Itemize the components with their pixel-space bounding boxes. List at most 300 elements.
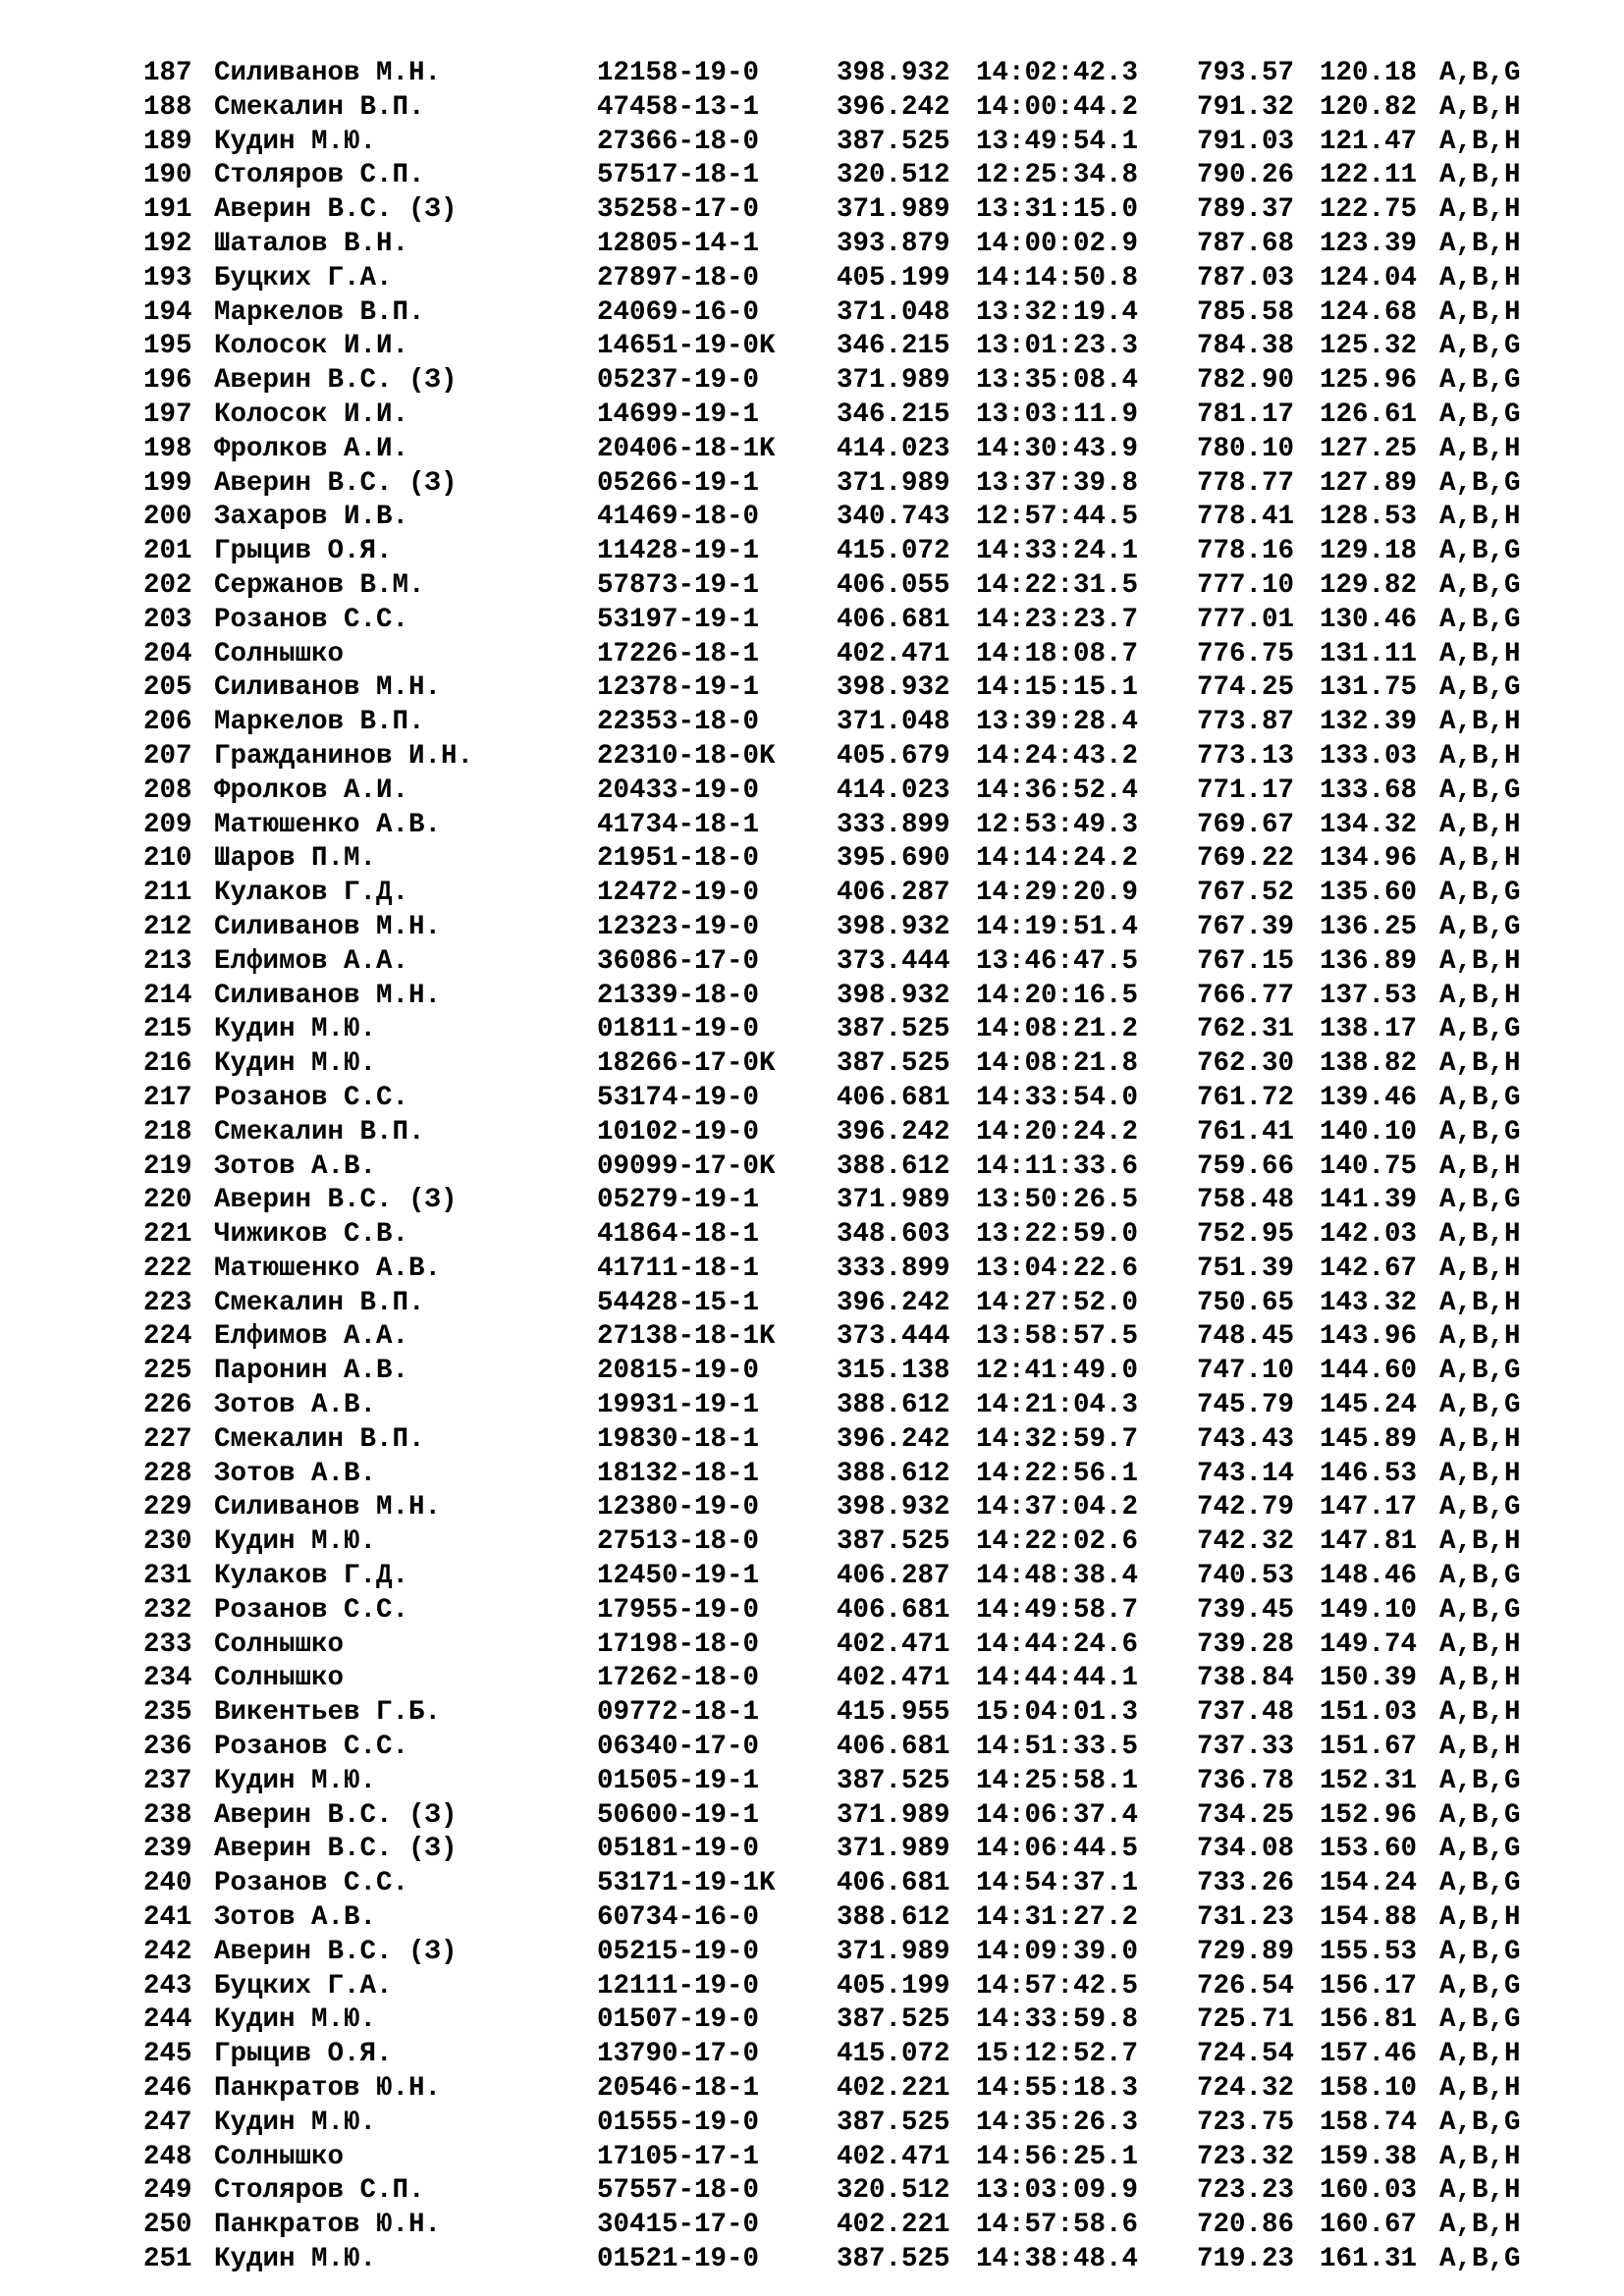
distance-cell: 402.471 — [837, 638, 950, 669]
distance-cell: 371.989 — [837, 1834, 950, 1865]
groups-cell: A,B,G — [1439, 1765, 1521, 1796]
coefficient-cell: 129.18 — [1320, 536, 1418, 567]
distance-cell: 396.242 — [837, 1423, 950, 1455]
speed-cell: 769.22 — [1197, 843, 1295, 875]
coefficient-cell: 151.67 — [1320, 1732, 1418, 1763]
speed-cell: 726.54 — [1197, 1970, 1295, 2002]
fancier-name-cell: Колосок И.И. — [214, 399, 409, 430]
table-row — [143, 2003, 1557, 2038]
ring-number-cell: 41734-18-1 — [597, 809, 760, 840]
fancier-name-cell: Столяров С.П. — [214, 2175, 425, 2207]
speed-cell: 745.79 — [1197, 1390, 1295, 1421]
groups-cell: A,B,H — [1439, 296, 1521, 328]
place-cell: 246 — [143, 2073, 192, 2105]
fancier-name-cell: Розанов С.С. — [214, 604, 409, 635]
speed-cell: 742.32 — [1197, 1526, 1295, 1558]
fancier-name-cell: Аверин В.С. (З) — [214, 1799, 458, 1831]
place-cell: 193 — [143, 262, 192, 294]
table-row — [143, 740, 1557, 774]
groups-cell: A,B,G — [1439, 1356, 1521, 1387]
place-cell: 201 — [143, 536, 192, 567]
table-row — [143, 91, 1557, 126]
speed-cell: 793.57 — [1197, 58, 1295, 88]
fancier-name-cell: Силиванов М.Н. — [214, 58, 442, 88]
fancier-name-cell: Гражданинов И.Н. — [214, 740, 474, 772]
table-row — [143, 1116, 1557, 1150]
speed-cell: 762.30 — [1197, 1048, 1295, 1080]
ring-number-cell: 50600-19-1 — [597, 1799, 760, 1831]
arrival-time-cell: 12:25:34.8 — [976, 160, 1139, 191]
speed-cell: 780.10 — [1197, 433, 1295, 464]
place-cell: 188 — [143, 91, 192, 123]
arrival-time-cell: 14:56:25.1 — [976, 2141, 1139, 2172]
speed-cell: 791.03 — [1197, 126, 1295, 157]
fancier-name-cell: Солнышко — [214, 1663, 345, 1694]
arrival-time-cell: 14:14:50.8 — [976, 262, 1139, 294]
groups-cell: A,B,H — [1439, 1902, 1521, 1934]
arrival-time-cell: 14:30:43.9 — [976, 433, 1139, 464]
place-cell: 236 — [143, 1732, 192, 1763]
groups-cell: A,B,H — [1439, 228, 1521, 259]
speed-cell: 758.48 — [1197, 1185, 1295, 1216]
fancier-name-cell: Колосок И.И. — [214, 331, 409, 362]
groups-cell: A,B,H — [1439, 91, 1521, 123]
place-cell: 218 — [143, 1116, 192, 1148]
arrival-time-cell: 14:36:52.4 — [976, 774, 1139, 806]
place-cell: 197 — [143, 399, 192, 430]
place-cell: 223 — [143, 1287, 192, 1318]
distance-cell: 373.444 — [837, 1321, 950, 1353]
speed-cell: 761.72 — [1197, 1082, 1295, 1113]
place-cell: 230 — [143, 1526, 192, 1558]
ring-number-cell: 20815-19-0 — [597, 1356, 760, 1387]
ring-number-cell: 21951-18-0 — [597, 843, 760, 875]
coefficient-cell: 156.81 — [1320, 2004, 1418, 2036]
speed-cell: 771.17 — [1197, 774, 1295, 806]
distance-cell: 388.612 — [837, 1150, 950, 1182]
ring-number-cell: 18132-18-1 — [597, 1458, 760, 1489]
fancier-name-cell: Смекалин В.П. — [214, 1423, 425, 1455]
speed-cell: 766.77 — [1197, 980, 1295, 1011]
place-cell: 213 — [143, 945, 192, 977]
fancier-name-cell: Маркелов В.П. — [214, 296, 425, 328]
distance-cell: 333.899 — [837, 1253, 950, 1284]
table-row — [143, 638, 1557, 672]
place-cell: 205 — [143, 672, 192, 704]
fancier-name-cell: Аверин В.С. (З) — [214, 1936, 458, 1967]
coefficient-cell: 123.39 — [1320, 228, 1418, 259]
ring-number-cell: 05181-19-0 — [597, 1834, 760, 1865]
arrival-time-cell: 14:09:39.0 — [976, 1936, 1139, 1967]
distance-cell: 388.612 — [837, 1458, 950, 1489]
arrival-time-cell: 14:22:56.1 — [976, 1458, 1139, 1489]
coefficient-cell: 135.60 — [1320, 878, 1418, 909]
groups-cell: A,B,G — [1439, 365, 1521, 397]
groups-cell: A,B,H — [1439, 502, 1521, 533]
arrival-time-cell: 14:00:02.9 — [976, 228, 1139, 259]
speed-cell: 742.79 — [1197, 1492, 1295, 1523]
fancier-name-cell: Солнышко — [214, 2141, 345, 2172]
table-row — [143, 809, 1557, 843]
arrival-time-cell: 14:22:02.6 — [976, 1526, 1139, 1558]
groups-cell: A,B,H — [1439, 2039, 1521, 2070]
ring-number-cell: 57517-18-1 — [597, 160, 760, 191]
place-cell: 227 — [143, 1423, 192, 1455]
fancier-name-cell: Кулаков Г.Д. — [214, 1561, 409, 1592]
arrival-time-cell: 14:29:20.9 — [976, 878, 1139, 909]
ring-number-cell: 60734-16-0 — [597, 1902, 760, 1934]
groups-cell: A,B,H — [1439, 2141, 1521, 2172]
ring-number-cell: 01555-19-0 — [597, 2107, 760, 2138]
groups-cell: A,B,H — [1439, 2210, 1521, 2241]
fancier-name-cell: Кудин М.Ю. — [214, 126, 377, 157]
fancier-name-cell: Розанов С.С. — [214, 1082, 409, 1113]
groups-cell: A,B,G — [1439, 1185, 1521, 1216]
speed-cell: 762.31 — [1197, 1014, 1295, 1045]
coefficient-cell: 149.74 — [1320, 1629, 1418, 1660]
table-row — [143, 126, 1557, 160]
coefficient-cell: 137.53 — [1320, 980, 1418, 1011]
distance-cell: 402.471 — [837, 1663, 950, 1694]
distance-cell: 320.512 — [837, 2175, 950, 2207]
distance-cell: 398.932 — [837, 1492, 950, 1523]
table-row — [143, 671, 1557, 706]
ring-number-cell: 19931-19-1 — [597, 1390, 760, 1421]
table-row — [143, 1662, 1557, 1696]
coefficient-cell: 124.04 — [1320, 262, 1418, 294]
coefficient-cell: 139.46 — [1320, 1082, 1418, 1113]
ring-number-cell: 14699-19-1 — [597, 399, 760, 430]
arrival-time-cell: 13:50:26.5 — [976, 1185, 1139, 1216]
ring-number-cell: 01505-19-1 — [597, 1765, 760, 1796]
table-row — [143, 1082, 1557, 1116]
ring-number-cell: 41864-18-1 — [597, 1219, 760, 1251]
ring-number-cell: 53171-19-1K — [597, 1868, 776, 1899]
fancier-name-cell: Шаров П.М. — [214, 843, 377, 875]
arrival-time-cell: 12:53:49.3 — [976, 809, 1139, 840]
table-row — [143, 1184, 1557, 1218]
coefficient-cell: 155.53 — [1320, 1936, 1418, 1967]
groups-cell: A,B,H — [1439, 809, 1521, 840]
ring-number-cell: 05237-19-0 — [597, 365, 760, 397]
arrival-time-cell: 12:57:44.5 — [976, 502, 1139, 533]
speed-cell: 734.08 — [1197, 1834, 1295, 1865]
groups-cell: A,B,H — [1439, 2073, 1521, 2105]
speed-cell: 778.16 — [1197, 536, 1295, 567]
arrival-time-cell: 14:33:24.1 — [976, 536, 1139, 567]
distance-cell: 406.055 — [837, 569, 950, 601]
coefficient-cell: 133.03 — [1320, 740, 1418, 772]
place-cell: 208 — [143, 774, 192, 806]
ring-number-cell: 57873-19-1 — [597, 569, 760, 601]
table-row — [143, 1594, 1557, 1629]
speed-cell: 739.45 — [1197, 1594, 1295, 1626]
distance-cell: 387.525 — [837, 2107, 950, 2138]
arrival-time-cell: 14:08:21.2 — [976, 1014, 1139, 1045]
fancier-name-cell: Зотов А.В. — [214, 1390, 377, 1421]
distance-cell: 340.743 — [837, 502, 950, 533]
coefficient-cell: 160.03 — [1320, 2175, 1418, 2207]
fancier-name-cell: Буцких Г.А. — [214, 262, 393, 294]
place-cell: 233 — [143, 1629, 192, 1660]
ring-number-cell: 41469-18-0 — [597, 502, 760, 533]
groups-cell: A,B,H — [1439, 1321, 1521, 1353]
fancier-name-cell: Паронин А.В. — [214, 1356, 409, 1387]
table-row — [143, 1970, 1557, 2004]
arrival-time-cell: 14:51:33.5 — [976, 1732, 1139, 1763]
groups-cell: A,B,H — [1439, 843, 1521, 875]
speed-cell: 731.23 — [1197, 1902, 1295, 1934]
groups-cell: A,B,H — [1439, 980, 1521, 1011]
arrival-time-cell: 13:58:57.5 — [976, 1321, 1139, 1353]
arrival-time-cell: 14:24:43.2 — [976, 740, 1139, 772]
arrival-time-cell: 12:41:49.0 — [976, 1356, 1139, 1387]
speed-cell: 777.10 — [1197, 569, 1295, 601]
speed-cell: 752.95 — [1197, 1219, 1295, 1251]
table-row — [143, 2243, 1557, 2277]
distance-cell: 406.287 — [837, 1561, 950, 1592]
ring-number-cell: 20406-18-1K — [597, 433, 776, 464]
groups-cell: A,B,H — [1439, 638, 1521, 669]
speed-cell: 723.32 — [1197, 2141, 1295, 2172]
arrival-time-cell: 13:49:54.1 — [976, 126, 1139, 157]
groups-cell: A,B,H — [1439, 1219, 1521, 1251]
place-cell: 234 — [143, 1663, 192, 1694]
fancier-name-cell: Кулаков Г.Д. — [214, 878, 409, 909]
speed-cell: 736.78 — [1197, 1765, 1295, 1796]
coefficient-cell: 156.17 — [1320, 1970, 1418, 2002]
place-cell: 198 — [143, 433, 192, 464]
speed-cell: 773.13 — [1197, 740, 1295, 772]
fancier-name-cell: Смекалин В.П. — [214, 1287, 425, 1318]
speed-cell: 781.17 — [1197, 399, 1295, 430]
arrival-time-cell: 14:57:42.5 — [976, 1970, 1139, 2002]
speed-cell: 789.37 — [1197, 194, 1295, 226]
coefficient-cell: 147.17 — [1320, 1492, 1418, 1523]
arrival-time-cell: 13:04:22.6 — [976, 1253, 1139, 1284]
distance-cell: 396.242 — [837, 91, 950, 123]
distance-cell: 406.681 — [837, 1868, 950, 1899]
fancier-name-cell: Кудин М.Ю. — [214, 1014, 377, 1045]
table-row — [143, 1287, 1557, 1321]
distance-cell: 387.525 — [837, 1014, 950, 1045]
place-cell: 192 — [143, 228, 192, 259]
arrival-time-cell: 14:32:59.7 — [976, 1423, 1139, 1455]
table-row — [143, 2174, 1557, 2209]
groups-cell: A,B,G — [1439, 1492, 1521, 1523]
distance-cell: 414.023 — [837, 774, 950, 806]
table-row — [143, 2072, 1557, 2107]
arrival-time-cell: 14:14:24.2 — [976, 843, 1139, 875]
distance-cell: 371.989 — [837, 1185, 950, 1216]
table-row — [143, 535, 1557, 569]
coefficient-cell: 147.81 — [1320, 1526, 1418, 1558]
ring-number-cell: 09772-18-1 — [597, 1697, 760, 1729]
table-row — [143, 159, 1557, 193]
ring-number-cell: 18266-17-0K — [597, 1048, 776, 1080]
distance-cell: 346.215 — [837, 331, 950, 362]
place-cell: 241 — [143, 1902, 192, 1934]
place-cell: 242 — [143, 1936, 192, 1967]
ring-number-cell: 05266-19-1 — [597, 467, 760, 499]
place-cell: 249 — [143, 2175, 192, 2207]
ring-number-cell: 22310-18-0K — [597, 740, 776, 772]
table-row — [143, 1389, 1557, 1423]
coefficient-cell: 127.89 — [1320, 467, 1418, 499]
coefficient-cell: 138.17 — [1320, 1014, 1418, 1045]
table-row — [143, 364, 1557, 399]
groups-cell: A,B,G — [1439, 1014, 1521, 1045]
ring-number-cell: 27366-18-0 — [597, 126, 760, 157]
place-cell: 200 — [143, 502, 192, 533]
coefficient-cell: 143.32 — [1320, 1287, 1418, 1318]
coefficient-cell: 161.31 — [1320, 2244, 1418, 2274]
arrival-time-cell: 13:39:28.4 — [976, 707, 1139, 738]
speed-cell: 739.28 — [1197, 1629, 1295, 1660]
arrival-time-cell: 14:33:59.8 — [976, 2004, 1139, 2036]
arrival-time-cell: 14:25:58.1 — [976, 1765, 1139, 1796]
coefficient-cell: 159.38 — [1320, 2141, 1418, 2172]
ring-number-cell: 41711-18-1 — [597, 1253, 760, 1284]
place-cell: 226 — [143, 1390, 192, 1421]
fancier-name-cell: Смекалин В.П. — [214, 91, 425, 123]
table-row — [143, 1047, 1557, 1082]
coefficient-cell: 140.10 — [1320, 1116, 1418, 1148]
coefficient-cell: 133.68 — [1320, 774, 1418, 806]
fancier-name-cell: Розанов С.С. — [214, 1594, 409, 1626]
ring-number-cell: 12805-14-1 — [597, 228, 760, 259]
fancier-name-cell: Розанов С.С. — [214, 1868, 409, 1899]
speed-cell: 784.38 — [1197, 331, 1295, 362]
table-row — [143, 1833, 1557, 1867]
groups-cell: A,B,G — [1439, 2107, 1521, 2138]
groups-cell: A,B,H — [1439, 1458, 1521, 1489]
speed-cell: 723.75 — [1197, 2107, 1295, 2138]
coefficient-cell: 142.03 — [1320, 1219, 1418, 1251]
table-row — [143, 1560, 1557, 1594]
ring-number-cell: 17226-18-1 — [597, 638, 760, 669]
arrival-time-cell: 13:03:09.9 — [976, 2175, 1139, 2207]
distance-cell: 371.989 — [837, 467, 950, 499]
arrival-time-cell: 15:04:01.3 — [976, 1697, 1139, 1729]
groups-cell: A,B,H — [1439, 1150, 1521, 1182]
ring-number-cell: 27138-18-1K — [597, 1321, 776, 1353]
place-cell: 216 — [143, 1048, 192, 1080]
ring-number-cell: 17955-19-0 — [597, 1594, 760, 1626]
speed-cell: 743.43 — [1197, 1423, 1295, 1455]
groups-cell: A,B,G — [1439, 1594, 1521, 1626]
fancier-name-cell: Аверин В.С. (З) — [214, 467, 458, 499]
coefficient-cell: 128.53 — [1320, 502, 1418, 533]
coefficient-cell: 153.60 — [1320, 1834, 1418, 1865]
arrival-time-cell: 14:27:52.0 — [976, 1287, 1139, 1318]
fancier-name-cell: Солнышко — [214, 1629, 345, 1660]
distance-cell: 406.681 — [837, 1082, 950, 1113]
distance-cell: 414.023 — [837, 433, 950, 464]
ring-number-cell: 17105-17-1 — [597, 2141, 760, 2172]
groups-cell: A,B,H — [1439, 1732, 1521, 1763]
table-row — [143, 1423, 1557, 1458]
table-row — [143, 433, 1557, 467]
speed-cell: 747.10 — [1197, 1356, 1295, 1387]
groups-cell: A,B,G — [1439, 1799, 1521, 1831]
ring-number-cell: 47458-13-1 — [597, 91, 760, 123]
place-cell: 206 — [143, 707, 192, 738]
distance-cell: 398.932 — [837, 58, 950, 88]
speed-cell: 750.65 — [1197, 1287, 1295, 1318]
coefficient-cell: 121.47 — [1320, 126, 1418, 157]
place-cell: 215 — [143, 1014, 192, 1045]
distance-cell: 415.072 — [837, 536, 950, 567]
distance-cell: 395.690 — [837, 843, 950, 875]
groups-cell: A,B,G — [1439, 1970, 1521, 2002]
results-table — [143, 57, 1557, 2277]
speed-cell: 751.39 — [1197, 1253, 1295, 1284]
distance-cell: 398.932 — [837, 980, 950, 1011]
fancier-name-cell: Кудин М.Ю. — [214, 1048, 377, 1080]
table-row — [143, 1253, 1557, 1287]
speed-cell: 724.54 — [1197, 2039, 1295, 2070]
table-row — [143, 2107, 1557, 2141]
ring-number-cell: 11428-19-1 — [597, 536, 760, 567]
fancier-name-cell: Кудин М.Ю. — [214, 2004, 377, 2036]
speed-cell: 724.32 — [1197, 2073, 1295, 2105]
distance-cell: 405.199 — [837, 1970, 950, 2002]
fancier-name-cell: Аверин В.С. (З) — [214, 1185, 458, 1216]
speed-cell: 738.84 — [1197, 1663, 1295, 1694]
arrival-time-cell: 14:08:21.8 — [976, 1048, 1139, 1080]
speed-cell: 769.67 — [1197, 809, 1295, 840]
ring-number-cell: 27897-18-0 — [597, 262, 760, 294]
coefficient-cell: 143.96 — [1320, 1321, 1418, 1353]
table-row — [143, 1629, 1557, 1663]
ring-number-cell: 17262-18-0 — [597, 1663, 760, 1694]
place-cell: 210 — [143, 843, 192, 875]
fancier-name-cell: Матюшенко А.В. — [214, 1253, 442, 1284]
table-row — [143, 2038, 1557, 2072]
coefficient-cell: 122.11 — [1320, 160, 1418, 191]
place-cell: 211 — [143, 878, 192, 909]
arrival-time-cell: 13:22:59.0 — [976, 1219, 1139, 1251]
distance-cell: 348.603 — [837, 1219, 950, 1251]
coefficient-cell: 120.82 — [1320, 91, 1418, 123]
arrival-time-cell: 14:31:27.2 — [976, 1902, 1139, 1934]
table-row — [143, 842, 1557, 877]
distance-cell: 396.242 — [837, 1287, 950, 1318]
ring-number-cell: 12378-19-1 — [597, 672, 760, 704]
table-row — [143, 1320, 1557, 1355]
coefficient-cell: 124.68 — [1320, 296, 1418, 328]
coefficient-cell: 145.89 — [1320, 1423, 1418, 1455]
groups-cell: A,B,H — [1439, 160, 1521, 191]
ring-number-cell: 35258-17-0 — [597, 194, 760, 226]
ring-number-cell: 19830-18-1 — [597, 1423, 760, 1455]
distance-cell: 396.242 — [837, 1116, 950, 1148]
place-cell: 196 — [143, 365, 192, 397]
arrival-time-cell: 14:44:24.6 — [976, 1629, 1139, 1660]
ring-number-cell: 17198-18-0 — [597, 1629, 760, 1660]
groups-cell: A,B,H — [1439, 1697, 1521, 1729]
fancier-name-cell: Шаталов В.Н. — [214, 228, 409, 259]
arrival-time-cell: 14:22:31.5 — [976, 569, 1139, 601]
groups-cell: A,B,H — [1439, 1287, 1521, 1318]
ring-number-cell: 12111-19-0 — [597, 1970, 760, 2002]
groups-cell: A,B,H — [1439, 707, 1521, 738]
coefficient-cell: 131.11 — [1320, 638, 1418, 669]
distance-cell: 371.989 — [837, 1936, 950, 1967]
distance-cell: 346.215 — [837, 399, 950, 430]
place-cell: 187 — [143, 58, 192, 88]
